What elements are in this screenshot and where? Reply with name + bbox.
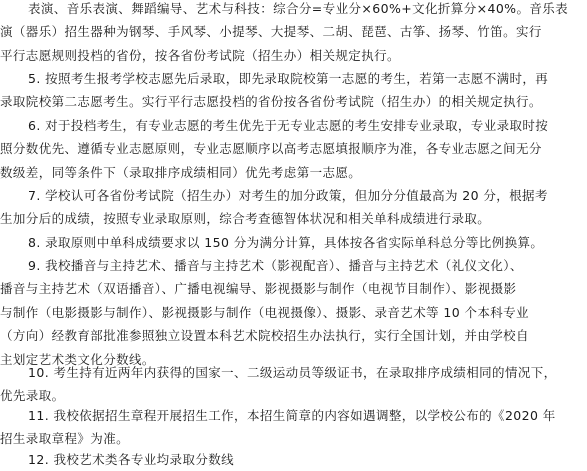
text-line: 数级差，同等条件下（录取排序成绩相同）优先考虑第一志愿。 <box>0 164 362 180</box>
text-line: 演（器乐）招生器种为钢琴、手风琴、小提琴、大提琴、二胡、琵琶、古筝、扬琴、竹笛。实行 <box>0 24 542 40</box>
paragraph-11 <box>0 404 587 451</box>
paragraph-9 <box>0 254 587 371</box>
paragraph-12-partial <box>0 448 587 471</box>
text-line: 12. 我校艺术类各专业均录取分数线 <box>28 452 235 467</box>
paragraph-4-continuation <box>0 0 587 67</box>
text-line: 主划定艺术类文化分数线。 <box>0 351 155 367</box>
text-line: 录取院校第二志愿考生。实行平行志愿投档的省份按各省份考试院（招生办）的相关规定执行。 <box>0 94 542 110</box>
text-line: 照分数优先、遵循专业志愿原则，专业志愿顺序以高考志愿填报顺序为准，各专业志愿之间无分 <box>0 141 542 157</box>
text-line: 5. 按照考生报考学校志愿先后录取，即先录取院校第一志愿的考生，若第一志愿不满时，再 <box>28 71 549 86</box>
text-line: 10. 考生持有近两年内获得的国家一、二级运动员等级证书，在录取排序成绩相同的情况下， <box>28 365 557 380</box>
paragraph-7 <box>0 184 587 231</box>
paragraph-8 <box>0 231 587 254</box>
paragraph-10 <box>0 361 587 408</box>
paragraph-6 <box>0 114 587 184</box>
text-line: （方向）经教育部批准参照独立设置本科艺术院校招生办法执行，实行全国计划，并由学校自 <box>0 328 529 344</box>
text-line: 优先录取。 <box>0 388 65 404</box>
text-line: 招生录取章程》为准。 <box>0 431 130 447</box>
text-line: 9. 我校播音与主持艺术、播音与主持艺术（影视配音）、播音与主持艺术（礼仪文化）、 <box>28 258 523 273</box>
text-line: 表演、音乐表演、舞蹈编导、艺术与科技：综合分=专业分×60%+文化折算分×40%。音乐表 <box>28 1 569 16</box>
text-line: 8. 录取原则中单科成绩要求以 150 分为满分计算，具体按各省实际单科总分等比例换算。 <box>28 235 544 250</box>
text-line: 6. 对于投档考生，有专业志愿的考生优先于无专业志愿的考生安排专业录取，专业录取时按 <box>28 118 549 133</box>
paragraph-5 <box>0 67 587 114</box>
text-line: 11. 我校依据招生章程开展招生工作，本招生简章的内容如遇调整，以学校公布的《2020 年 <box>28 408 556 423</box>
text-line: 生加分后的成绩，按照专业录取原则，综合考查德智体状况和相关单科成绩进行录取。 <box>0 211 491 227</box>
text-line: 与制作（电影摄影与制作）、影视摄影与制作（电视摄像）、摄影、录音艺术等 10 个本科专业 <box>0 304 529 320</box>
text-line: 7. 学校认可各省份考试院（招生办）对考生的加分政策，但加分分值最高为 20 分，根据考 <box>28 188 548 203</box>
text-line: 平行志愿规则投档的省份，按各省份考试院（招生办）相关规定执行。 <box>0 47 400 63</box>
text-line: 播音与主持艺术（双语播音）、广播电视编导、影视摄影与制作（电视节目制作）、影视摄影 <box>0 281 517 297</box>
